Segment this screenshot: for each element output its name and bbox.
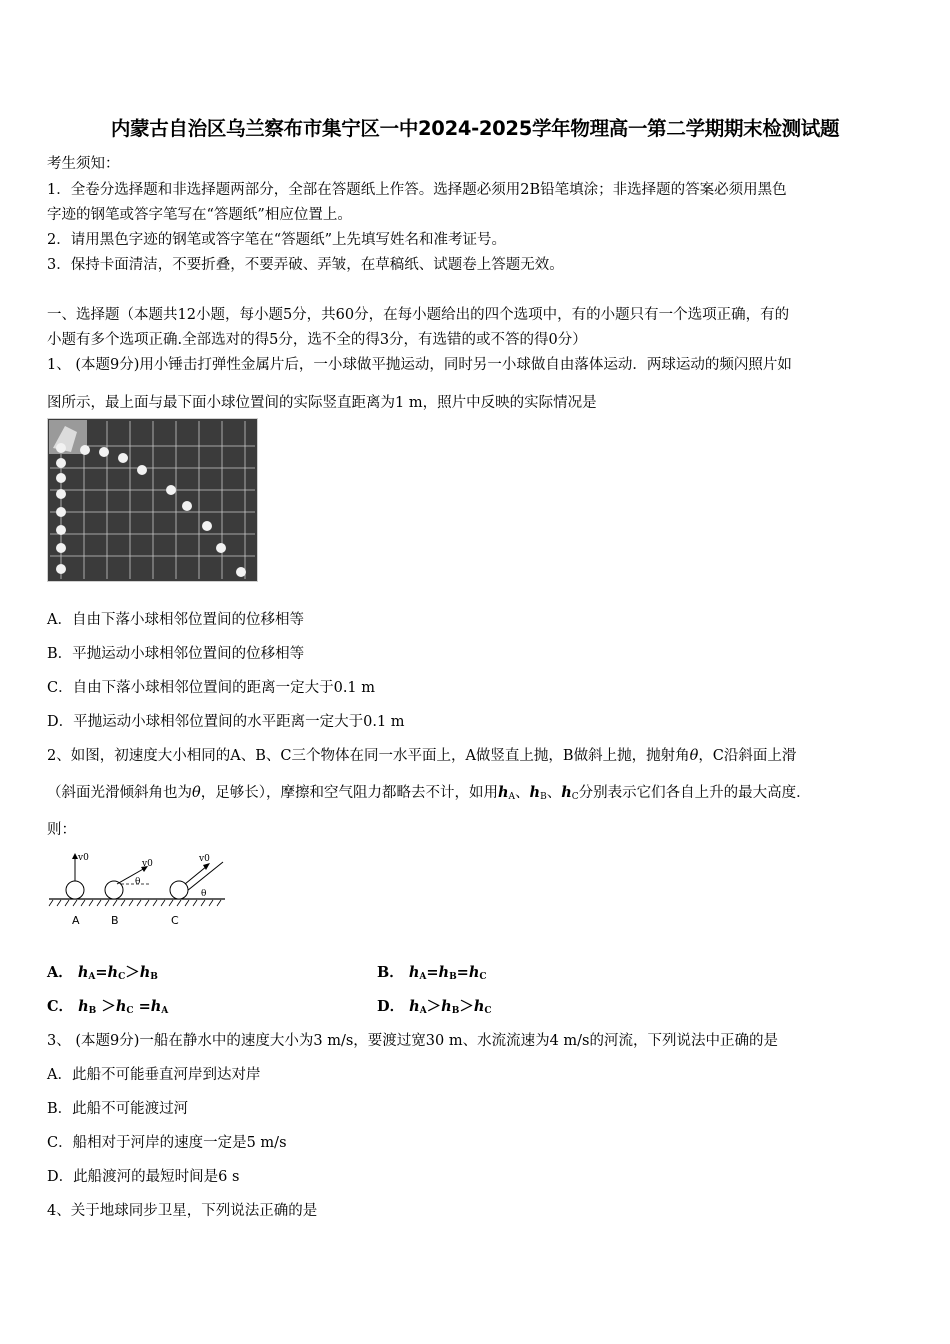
label-c: C [171, 914, 179, 927]
question-2-stem: 2、如图，初速度大小相同的A、B、C三个物体在同一水平面上，A做竖直上抛，B做斜上抛，抛射角θ，C沿斜面上滑 [47, 748, 797, 764]
theta-label-b: θ [135, 877, 141, 887]
question-3-stem: 3、 (本题9分)一船在静水中的速度大小为3 m/s，要渡过宽30 m、水流流速为4 m/s的河流，下列说法中正确的是 [47, 1033, 779, 1049]
q2-option-d: D． $h_A>h_B>h_C$ [377, 998, 492, 1016]
q3-option-d: D．此船渡河的最短时间是6 s [47, 1169, 240, 1185]
projectile-diagram [47, 848, 227, 930]
theta-label-c: θ [201, 889, 207, 899]
q3-option-c: C．船相对于河岸的速度一定是5 m/s [47, 1135, 287, 1151]
v0-label-b: v0 [142, 859, 153, 869]
section-instructions: 一、选择题（本题共12小题，每小题5分，共60分，在每小题给出的四个选项中，有的小题只有一个选项正确，有的 [47, 307, 790, 323]
question-2-stem: （斜面光滑倾斜角也为θ，足够长），摩擦和空气阻力都略去不计，如用$h_A$、$h_B$、$h_C$分别表示它们各自上升的最大高度． [47, 784, 811, 802]
label-a: A [72, 914, 80, 927]
label-b: B [111, 914, 119, 927]
q3-option-b: B．此船不可能渡过河 [47, 1101, 189, 1117]
question-4-stem: 4、关于地球同步卫星，下列说法正确的是 [47, 1203, 318, 1219]
question-1-stem: 图所示，最上面与最下面小球位置间的实际竖直距离为1 m，照片中反映的实际情况是 [47, 395, 597, 411]
v0-label-c: v0 [199, 854, 210, 864]
q2-option-b: B． $h_A=h_B=h_C$ [377, 964, 487, 982]
v0-label-a: v0 [78, 853, 89, 863]
strobe-photo [47, 418, 258, 582]
q1-option-c: C．自由下落小球相邻位置间的距离一定大于0.1 m [47, 680, 376, 696]
question-1-stem: 1、 (本题9分)用小锤击打弹性金属片后，一小球做平抛运动，同时另一小球做自由落体运动．两球运动的频闪照片如 [47, 357, 792, 373]
notice-item: 2．请用黑色字迹的钢笔或答字笔在“答题纸”上先填写姓名和准考证号。 [47, 232, 507, 248]
q2-option-c: C． $h_B >h_C =h_A$ [47, 998, 169, 1016]
q1-option-d: D．平抛运动小球相邻位置间的水平距离一定大于0.1 m [47, 714, 405, 730]
notice-heading: 考生须知： [47, 156, 120, 172]
notice-item: 1．全卷分选择题和非选择题两部分，全部在答题纸上作答。选择题必须用2B铅笔填涂；非选择题的答案必须用黑色 [47, 182, 787, 198]
section-instructions: 小题有多个选项正确.全部选对的得5分，选不全的得3分，有选错的或不答的得0分） [47, 332, 587, 348]
notice-item: 字迹的钢笔或答字笔写在“答题纸”相应位置上。 [47, 207, 352, 223]
q1-option-a: A．自由下落小球相邻位置间的位移相等 [47, 612, 304, 628]
question-2-stem: 则： [47, 822, 76, 838]
page-title: 内蒙古自治区乌兰察布市集宁区一中2024-2025学年物理高一第二学期期末检测试题 [110, 117, 840, 140]
q2-option-a: A． $h_A=h_C>h_B$ [47, 964, 158, 982]
q3-option-a: A．此船不可能垂直河岸到达对岸 [47, 1067, 261, 1083]
q1-option-b: B．平抛运动小球相邻位置间的位移相等 [47, 646, 305, 662]
notice-item: 3．保持卡面清洁，不要折叠，不要弄破、弄皱，在草稿纸、试题卷上答题无效。 [47, 257, 564, 273]
